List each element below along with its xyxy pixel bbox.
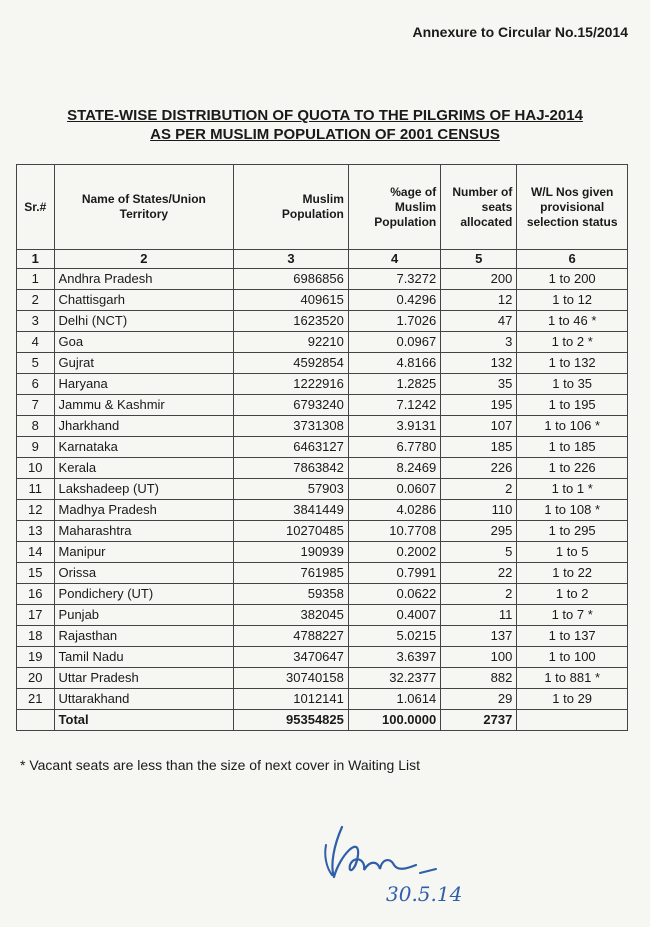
row-seats: 107 bbox=[441, 416, 517, 437]
row-sr: 17 bbox=[17, 605, 55, 626]
row-waitlist: 1 to 2 * bbox=[517, 332, 628, 353]
row-sr: 8 bbox=[17, 416, 55, 437]
table-row bbox=[17, 458, 628, 479]
total-population: 95354825 bbox=[234, 710, 349, 731]
row-seats: 882 bbox=[441, 668, 517, 689]
row-waitlist: 1 to 5 bbox=[517, 542, 628, 563]
row-waitlist: 1 to 295 bbox=[517, 521, 628, 542]
row-state: Andhra Pradesh bbox=[54, 269, 234, 290]
row-population: 1623520 bbox=[234, 311, 349, 332]
row-state: Lakshadeep (UT) bbox=[54, 479, 234, 500]
row-waitlist: 1 to 106 * bbox=[517, 416, 628, 437]
row-population: 190939 bbox=[234, 542, 349, 563]
total-label: Total bbox=[54, 710, 234, 731]
row-population: 92210 bbox=[234, 332, 349, 353]
row-waitlist: 1 to 12 bbox=[517, 290, 628, 311]
row-percentage: 0.4007 bbox=[348, 605, 440, 626]
row-sr: 10 bbox=[17, 458, 55, 479]
row-population: 382045 bbox=[234, 605, 349, 626]
total-percentage: 100.0000 bbox=[348, 710, 440, 731]
row-state: Madhya Pradesh bbox=[54, 500, 234, 521]
column-number: 2 bbox=[54, 250, 234, 269]
row-waitlist: 1 to 185 bbox=[517, 437, 628, 458]
row-state: Goa bbox=[54, 332, 234, 353]
row-population: 409615 bbox=[234, 290, 349, 311]
table-row bbox=[17, 479, 628, 500]
table-row bbox=[17, 626, 628, 647]
row-population: 1012141 bbox=[234, 689, 349, 710]
row-percentage: 7.3272 bbox=[348, 269, 440, 290]
column-number: 1 bbox=[17, 250, 55, 269]
table-row bbox=[17, 353, 628, 374]
header-percentage: %age of Muslim Population bbox=[348, 165, 440, 250]
row-seats: 2 bbox=[441, 479, 517, 500]
row-waitlist: 1 to 22 bbox=[517, 563, 628, 584]
row-state: Gujrat bbox=[54, 353, 234, 374]
row-sr: 6 bbox=[17, 374, 55, 395]
row-sr: 13 bbox=[17, 521, 55, 542]
row-state: Karnataka bbox=[54, 437, 234, 458]
header-sr: Sr.# bbox=[17, 165, 55, 250]
row-state: Uttarakhand bbox=[54, 689, 234, 710]
row-percentage: 0.2002 bbox=[348, 542, 440, 563]
row-sr: 12 bbox=[17, 500, 55, 521]
row-seats: 137 bbox=[441, 626, 517, 647]
row-sr: 16 bbox=[17, 584, 55, 605]
row-percentage: 32.2377 bbox=[348, 668, 440, 689]
row-state: Manipur bbox=[54, 542, 234, 563]
row-seats: 195 bbox=[441, 395, 517, 416]
row-seats: 226 bbox=[441, 458, 517, 479]
row-seats: 200 bbox=[441, 269, 517, 290]
row-state: Haryana bbox=[54, 374, 234, 395]
row-percentage: 3.6397 bbox=[348, 647, 440, 668]
column-number: 4 bbox=[348, 250, 440, 269]
row-percentage: 3.9131 bbox=[348, 416, 440, 437]
row-waitlist: 1 to 35 bbox=[517, 374, 628, 395]
handwritten-signature bbox=[320, 815, 500, 905]
table-row bbox=[17, 269, 628, 290]
row-population: 10270485 bbox=[234, 521, 349, 542]
row-waitlist: 1 to 1 * bbox=[517, 479, 628, 500]
row-state: Punjab bbox=[54, 605, 234, 626]
row-percentage: 0.7991 bbox=[348, 563, 440, 584]
table-row bbox=[17, 542, 628, 563]
document-title bbox=[0, 106, 650, 144]
table-row bbox=[17, 437, 628, 458]
row-waitlist: 1 to 100 bbox=[517, 647, 628, 668]
row-percentage: 5.0215 bbox=[348, 626, 440, 647]
header-population: Muslim Population bbox=[234, 165, 349, 250]
row-state: Rajasthan bbox=[54, 626, 234, 647]
row-seats: 35 bbox=[441, 374, 517, 395]
column-number: 3 bbox=[234, 250, 349, 269]
row-waitlist: 1 to 881 * bbox=[517, 668, 628, 689]
row-sr: 3 bbox=[17, 311, 55, 332]
row-population: 3731308 bbox=[234, 416, 349, 437]
header-seats: Number of seats allocated bbox=[441, 165, 517, 250]
row-population: 57903 bbox=[234, 479, 349, 500]
row-waitlist: 1 to 29 bbox=[517, 689, 628, 710]
table-row bbox=[17, 395, 628, 416]
row-population: 3841449 bbox=[234, 500, 349, 521]
table-row bbox=[17, 290, 628, 311]
table-row bbox=[17, 668, 628, 689]
row-waitlist: 1 to 132 bbox=[517, 353, 628, 374]
quota-table bbox=[16, 164, 628, 731]
row-seats: 185 bbox=[441, 437, 517, 458]
table-row bbox=[17, 584, 628, 605]
table-row bbox=[17, 311, 628, 332]
row-sr: 15 bbox=[17, 563, 55, 584]
row-population: 3470647 bbox=[234, 647, 349, 668]
row-seats: 2 bbox=[441, 584, 517, 605]
row-population: 59358 bbox=[234, 584, 349, 605]
row-population: 4592854 bbox=[234, 353, 349, 374]
row-state: Orissa bbox=[54, 563, 234, 584]
row-waitlist: 1 to 200 bbox=[517, 269, 628, 290]
row-seats: 110 bbox=[441, 500, 517, 521]
title-line-2: AS PER MUSLIM POPULATION OF 2001 CENSUS bbox=[150, 126, 500, 143]
row-population: 30740158 bbox=[234, 668, 349, 689]
row-percentage: 6.7780 bbox=[348, 437, 440, 458]
row-sr: 1 bbox=[17, 269, 55, 290]
row-sr: 11 bbox=[17, 479, 55, 500]
row-waitlist: 1 to 7 * bbox=[517, 605, 628, 626]
row-state: Delhi (NCT) bbox=[54, 311, 234, 332]
row-seats: 47 bbox=[441, 311, 517, 332]
row-percentage: 0.4296 bbox=[348, 290, 440, 311]
row-state: Chattisgarh bbox=[54, 290, 234, 311]
row-sr: 9 bbox=[17, 437, 55, 458]
row-percentage: 8.2469 bbox=[348, 458, 440, 479]
row-sr: 2 bbox=[17, 290, 55, 311]
row-state: Pondichery (UT) bbox=[54, 584, 234, 605]
column-number-row bbox=[17, 250, 628, 269]
row-percentage: 0.0967 bbox=[348, 332, 440, 353]
row-seats: 295 bbox=[441, 521, 517, 542]
row-sr: 18 bbox=[17, 626, 55, 647]
table-row bbox=[17, 605, 628, 626]
annexure-label: Annexure to Circular No.15/2014 bbox=[412, 24, 628, 40]
total-row bbox=[17, 710, 628, 731]
footnote: * Vacant seats are less than the size of next cover in Waiting List bbox=[20, 757, 420, 773]
row-seats: 132 bbox=[441, 353, 517, 374]
total-waitlist bbox=[517, 710, 628, 731]
row-percentage: 7.1242 bbox=[348, 395, 440, 416]
row-population: 1222916 bbox=[234, 374, 349, 395]
row-sr: 5 bbox=[17, 353, 55, 374]
row-seats: 12 bbox=[441, 290, 517, 311]
row-seats: 100 bbox=[441, 647, 517, 668]
title-line-1: STATE-WISE DISTRIBUTION OF QUOTA TO THE PILGRIMS OF HAJ-2014 bbox=[67, 107, 583, 124]
row-population: 6986856 bbox=[234, 269, 349, 290]
row-population: 4788227 bbox=[234, 626, 349, 647]
row-percentage: 1.7026 bbox=[348, 311, 440, 332]
row-state: Kerala bbox=[54, 458, 234, 479]
row-waitlist: 1 to 2 bbox=[517, 584, 628, 605]
row-population: 761985 bbox=[234, 563, 349, 584]
row-waitlist: 1 to 137 bbox=[517, 626, 628, 647]
header-row bbox=[17, 165, 628, 250]
table-row bbox=[17, 647, 628, 668]
row-seats: 29 bbox=[441, 689, 517, 710]
row-percentage: 1.2825 bbox=[348, 374, 440, 395]
table-row bbox=[17, 374, 628, 395]
row-population: 7863842 bbox=[234, 458, 349, 479]
table-row bbox=[17, 563, 628, 584]
table-row bbox=[17, 500, 628, 521]
column-number: 5 bbox=[441, 250, 517, 269]
row-state: Maharashtra bbox=[54, 521, 234, 542]
row-sr: 7 bbox=[17, 395, 55, 416]
header-state: Name of States/Union Territory bbox=[54, 165, 234, 250]
header-waitlist: W/L Nos given provisional selection status bbox=[517, 165, 628, 250]
row-waitlist: 1 to 46 * bbox=[517, 311, 628, 332]
table-row bbox=[17, 521, 628, 542]
row-seats: 11 bbox=[441, 605, 517, 626]
row-percentage: 10.7708 bbox=[348, 521, 440, 542]
row-sr: 20 bbox=[17, 668, 55, 689]
row-percentage: 0.0622 bbox=[348, 584, 440, 605]
table-row bbox=[17, 332, 628, 353]
row-population: 6463127 bbox=[234, 437, 349, 458]
total-seats: 2737 bbox=[441, 710, 517, 731]
row-percentage: 0.0607 bbox=[348, 479, 440, 500]
signature-date: 30.5.14 bbox=[386, 882, 463, 905]
row-sr: 21 bbox=[17, 689, 55, 710]
row-percentage: 4.0286 bbox=[348, 500, 440, 521]
row-seats: 3 bbox=[441, 332, 517, 353]
row-percentage: 1.0614 bbox=[348, 689, 440, 710]
row-waitlist: 1 to 195 bbox=[517, 395, 628, 416]
row-state: Jammu & Kashmir bbox=[54, 395, 234, 416]
row-population: 6793240 bbox=[234, 395, 349, 416]
table-row bbox=[17, 416, 628, 437]
column-number: 6 bbox=[517, 250, 628, 269]
table-row bbox=[17, 689, 628, 710]
row-state: Tamil Nadu bbox=[54, 647, 234, 668]
row-sr: 14 bbox=[17, 542, 55, 563]
total-sr bbox=[17, 710, 55, 731]
row-sr: 4 bbox=[17, 332, 55, 353]
row-seats: 5 bbox=[441, 542, 517, 563]
row-state: Uttar Pradesh bbox=[54, 668, 234, 689]
row-waitlist: 1 to 108 * bbox=[517, 500, 628, 521]
row-sr: 19 bbox=[17, 647, 55, 668]
row-seats: 22 bbox=[441, 563, 517, 584]
row-state: Jharkhand bbox=[54, 416, 234, 437]
row-waitlist: 1 to 226 bbox=[517, 458, 628, 479]
row-percentage: 4.8166 bbox=[348, 353, 440, 374]
